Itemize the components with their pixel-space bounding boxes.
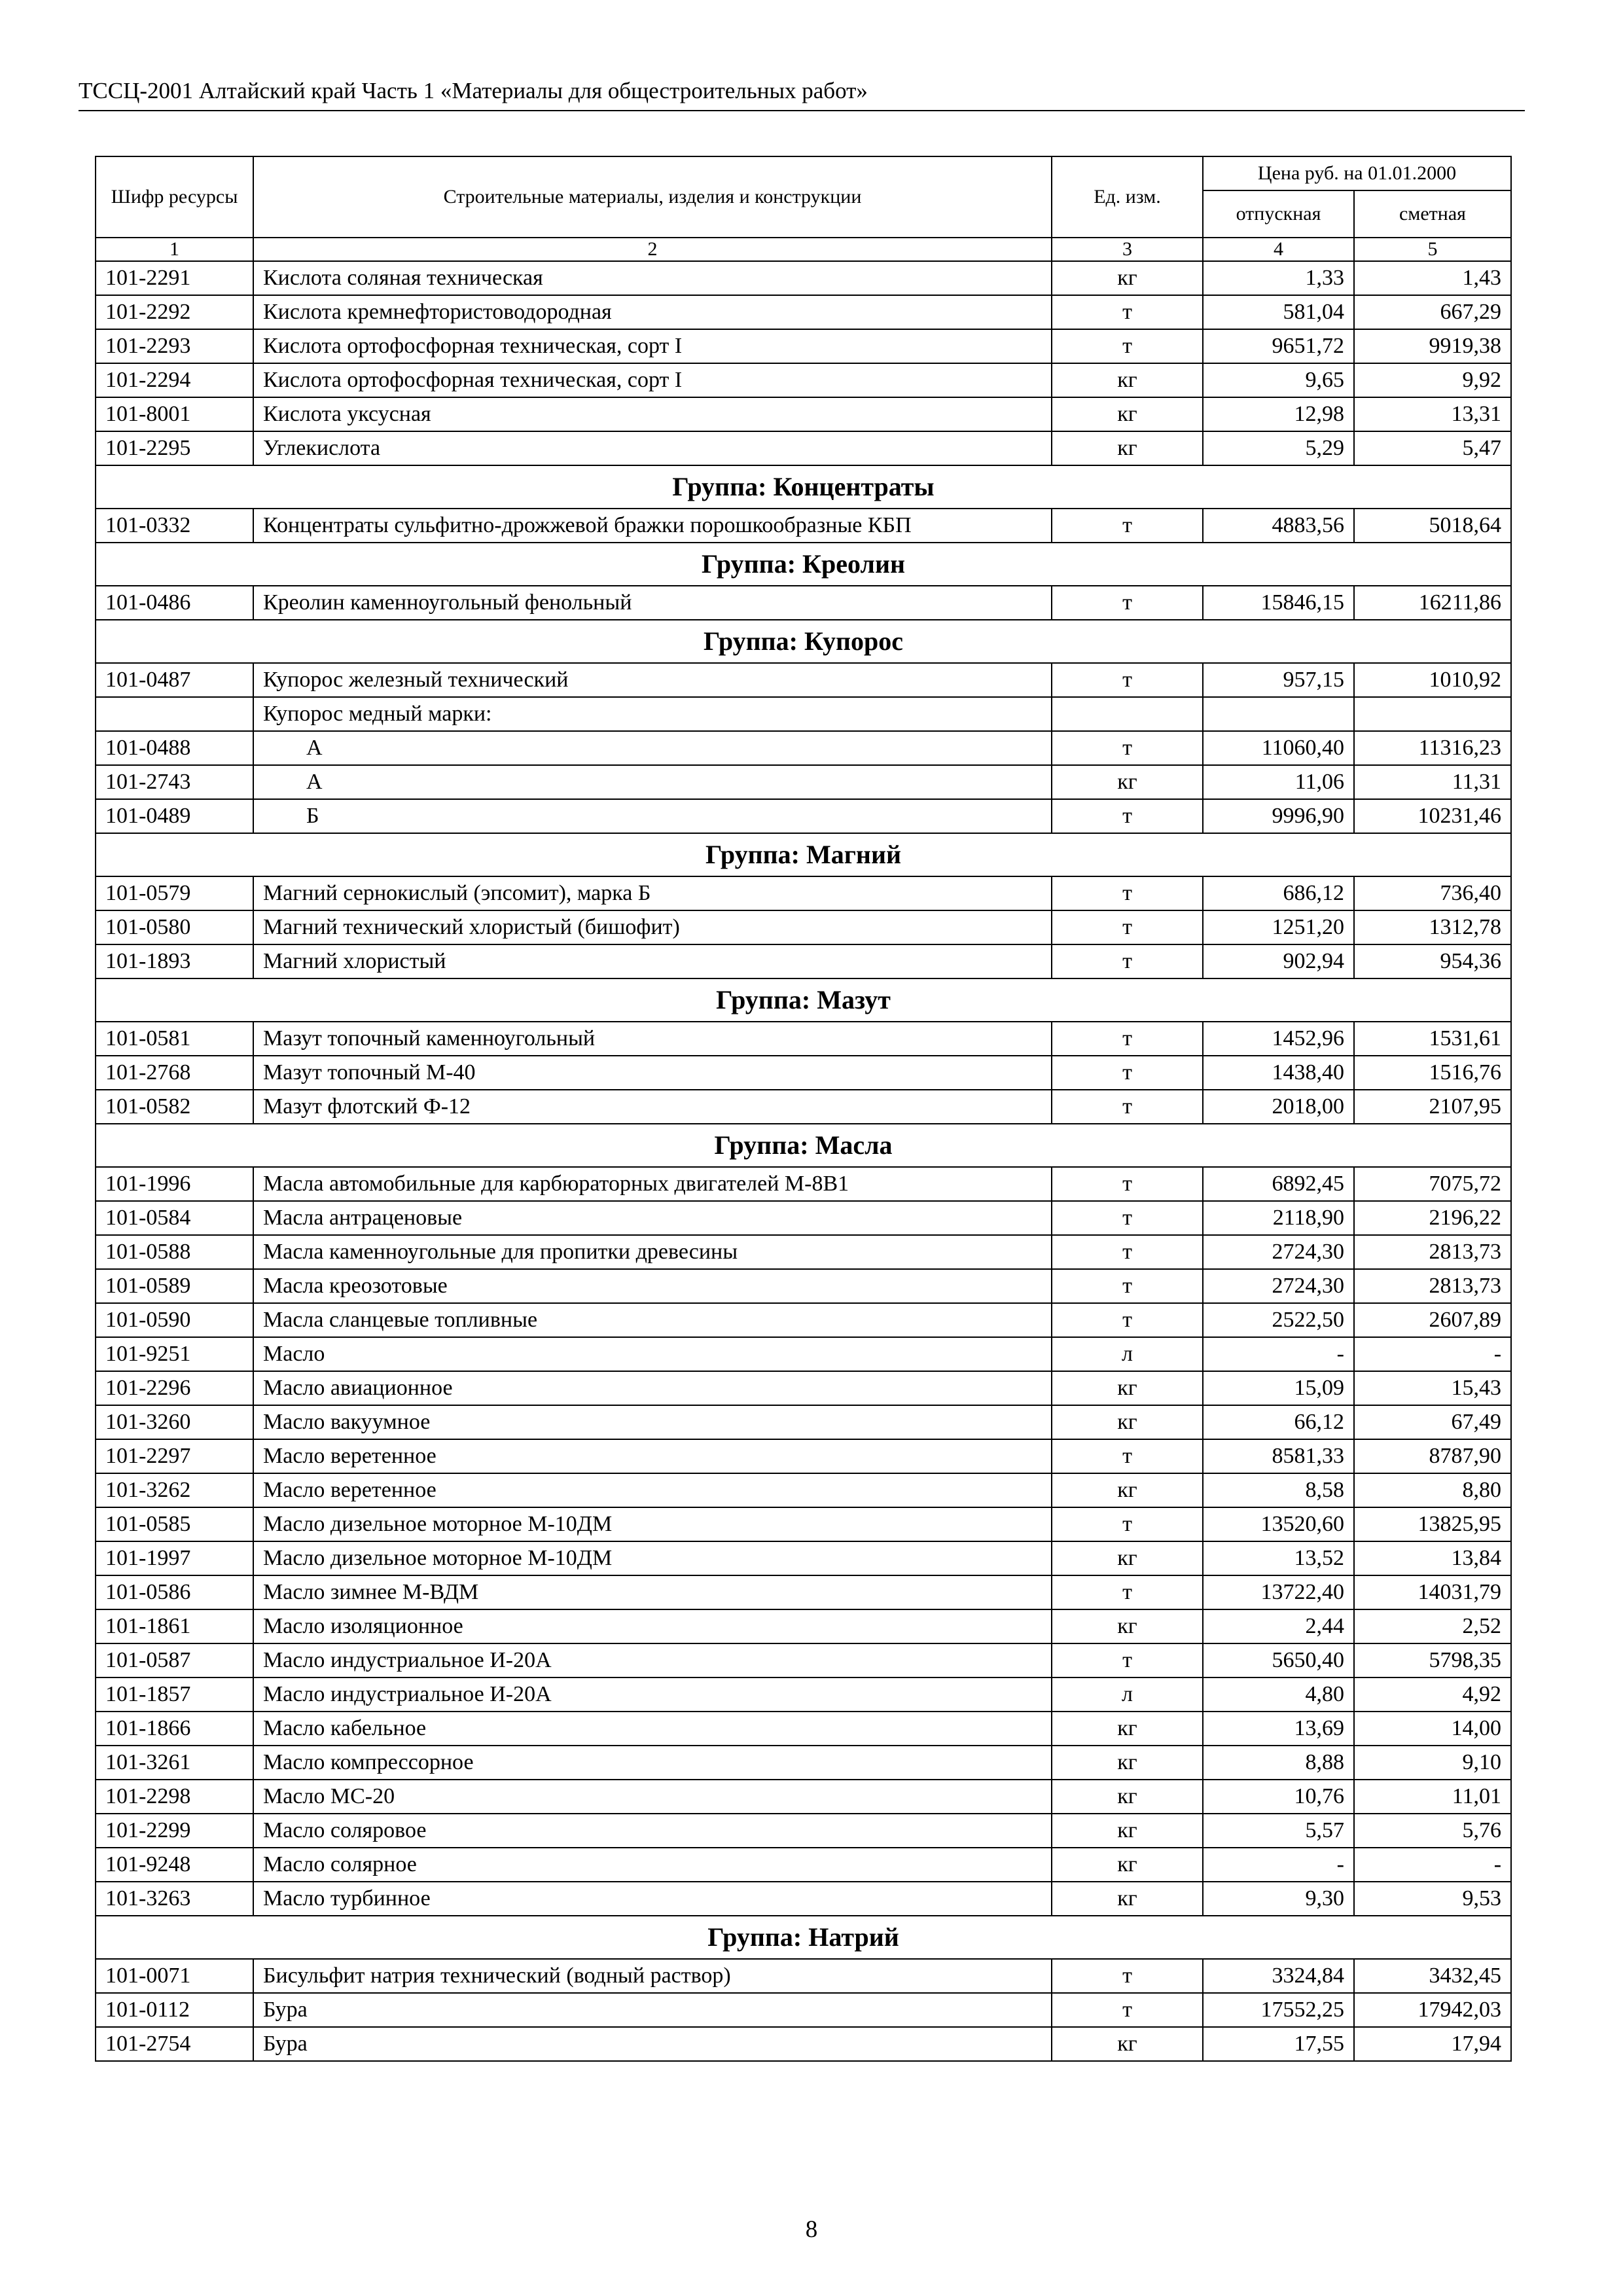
- code-cell: 101-0579: [96, 876, 253, 910]
- document-title: ТССЦ-2001 Алтайский край Часть 1 «Материалы для общестроительных работ»: [79, 78, 868, 103]
- price-release-cell: 5,29: [1203, 431, 1354, 465]
- column-header-code: Шифр ресурсы: [96, 156, 253, 238]
- group-title: Группа: Натрий: [96, 1916, 1511, 1959]
- name-cell: А: [253, 731, 1052, 765]
- price-estimate-cell: 13825,95: [1354, 1507, 1511, 1541]
- unit-cell: [1052, 697, 1203, 731]
- unit-cell: т: [1052, 799, 1203, 833]
- table-row: [96, 1780, 1511, 1814]
- price-release-cell: 10,76: [1203, 1780, 1354, 1814]
- code-cell: 101-3262: [96, 1473, 253, 1507]
- group-title: Группа: Купорос: [96, 620, 1511, 663]
- group-row: [96, 543, 1511, 586]
- price-release-cell: 4,80: [1203, 1677, 1354, 1712]
- name-cell: Магний технический хлористый (бишофит): [253, 910, 1052, 944]
- price-release-cell: 9651,72: [1203, 329, 1354, 363]
- price-estimate-cell: 15,43: [1354, 1371, 1511, 1405]
- unit-cell: т: [1052, 876, 1203, 910]
- unit-cell: т: [1052, 295, 1203, 329]
- code-cell: 101-1996: [96, 1167, 253, 1201]
- name-cell: Масла сланцевые топливные: [253, 1303, 1052, 1337]
- unit-cell: т: [1052, 1022, 1203, 1056]
- name-cell: Кислота уксусная: [253, 397, 1052, 431]
- unit-cell: т: [1052, 1993, 1203, 2027]
- table-row: [96, 1746, 1511, 1780]
- table-body: [96, 261, 1511, 2061]
- name-cell: Кислота ортофосфорная техническая, сорт I: [253, 329, 1052, 363]
- unit-cell: т: [1052, 910, 1203, 944]
- price-release-cell: 17,55: [1203, 2027, 1354, 2061]
- price-release-cell: 2,44: [1203, 1609, 1354, 1643]
- name-cell: Масла антраценовые: [253, 1201, 1052, 1235]
- table-row: [96, 944, 1511, 978]
- unit-cell: кг: [1052, 2027, 1203, 2061]
- price-release-cell: 2118,90: [1203, 1201, 1354, 1235]
- code-cell: 101-2768: [96, 1056, 253, 1090]
- code-cell: 101-0586: [96, 1575, 253, 1609]
- unit-cell: т: [1052, 944, 1203, 978]
- price-release-cell: 2522,50: [1203, 1303, 1354, 1337]
- code-cell: 101-1893: [96, 944, 253, 978]
- price-estimate-cell: 11316,23: [1354, 731, 1511, 765]
- table-row: [96, 363, 1511, 397]
- unit-cell: т: [1052, 509, 1203, 543]
- price-release-cell: 6892,45: [1203, 1167, 1354, 1201]
- code-cell: 101-9251: [96, 1337, 253, 1371]
- price-estimate-cell: 667,29: [1354, 295, 1511, 329]
- name-cell: Магний хлористый: [253, 944, 1052, 978]
- column-number: 2: [253, 238, 1052, 261]
- price-estimate-cell: 1010,92: [1354, 663, 1511, 697]
- price-release-cell: 17552,25: [1203, 1993, 1354, 2027]
- price-release-cell: 13520,60: [1203, 1507, 1354, 1541]
- code-cell: 101-0587: [96, 1643, 253, 1677]
- table-row: [96, 1541, 1511, 1575]
- price-estimate-cell: 14,00: [1354, 1712, 1511, 1746]
- code-cell: 101-3263: [96, 1882, 253, 1916]
- table-row: [96, 1439, 1511, 1473]
- unit-cell: кг: [1052, 1609, 1203, 1643]
- price-release-cell: 66,12: [1203, 1405, 1354, 1439]
- name-cell: Масло зимнее М-ВДМ: [253, 1575, 1052, 1609]
- price-release-cell: 8,88: [1203, 1746, 1354, 1780]
- price-release-cell: 957,15: [1203, 663, 1354, 697]
- unit-cell: т: [1052, 1303, 1203, 1337]
- price-release-cell: 11,06: [1203, 765, 1354, 799]
- table-row: [96, 1959, 1511, 1993]
- table-row: [96, 509, 1511, 543]
- group-title: Группа: Магний: [96, 833, 1511, 876]
- unit-cell: кг: [1052, 1541, 1203, 1575]
- unit-cell: л: [1052, 1677, 1203, 1712]
- code-cell: 101-1861: [96, 1609, 253, 1643]
- unit-cell: кг: [1052, 1746, 1203, 1780]
- unit-cell: кг: [1052, 1780, 1203, 1814]
- column-header-unit: Ед. изм.: [1052, 156, 1203, 238]
- unit-cell: т: [1052, 1201, 1203, 1235]
- code-cell: 101-0589: [96, 1269, 253, 1303]
- table-header: [96, 156, 1511, 261]
- group-row: [96, 465, 1511, 509]
- table-row: [96, 1167, 1511, 1201]
- price-release-cell: 5650,40: [1203, 1643, 1354, 1677]
- price-release-cell: 1438,40: [1203, 1056, 1354, 1090]
- unit-cell: т: [1052, 329, 1203, 363]
- price-estimate-cell: 10231,46: [1354, 799, 1511, 833]
- column-number: 5: [1354, 238, 1511, 261]
- name-cell: Креолин каменноугольный фенольный: [253, 586, 1052, 620]
- code-cell: 101-2294: [96, 363, 253, 397]
- price-estimate-cell: 736,40: [1354, 876, 1511, 910]
- code-cell: 101-2298: [96, 1780, 253, 1814]
- price-release-cell: 1,33: [1203, 261, 1354, 295]
- code-cell: 101-2754: [96, 2027, 253, 2061]
- table-row: [96, 1371, 1511, 1405]
- name-cell: Масло дизельное моторное М-10ДМ: [253, 1507, 1052, 1541]
- unit-cell: т: [1052, 663, 1203, 697]
- code-cell: 101-2296: [96, 1371, 253, 1405]
- name-cell: Кислота кремнефтористоводородная: [253, 295, 1052, 329]
- code-cell: 101-0489: [96, 799, 253, 833]
- table-row: [96, 1405, 1511, 1439]
- unit-cell: кг: [1052, 1712, 1203, 1746]
- table-row: [96, 295, 1511, 329]
- price-estimate-cell: 5,47: [1354, 431, 1511, 465]
- price-estimate-cell: 16211,86: [1354, 586, 1511, 620]
- price-estimate-cell: 2,52: [1354, 1609, 1511, 1643]
- table-row: [96, 1677, 1511, 1712]
- table-row: [96, 1056, 1511, 1090]
- unit-cell: т: [1052, 1439, 1203, 1473]
- table-row: [96, 2027, 1511, 2061]
- name-cell: Масло турбинное: [253, 1882, 1052, 1916]
- column-header-price-release: отпускная: [1203, 190, 1354, 238]
- name-cell: Масло кабельное: [253, 1712, 1052, 1746]
- code-cell: 101-0585: [96, 1507, 253, 1541]
- table-row: [96, 1473, 1511, 1507]
- price-release-cell: 13722,40: [1203, 1575, 1354, 1609]
- group-row: [96, 620, 1511, 663]
- name-cell: Концентраты сульфитно-дрожжевой бражки порошкообразные КБП: [253, 509, 1052, 543]
- price-estimate-cell: 9919,38: [1354, 329, 1511, 363]
- name-cell: Масло компрессорное: [253, 1746, 1052, 1780]
- name-cell: Масло: [253, 1337, 1052, 1371]
- column-number: 4: [1203, 238, 1354, 261]
- unit-cell: кг: [1052, 1405, 1203, 1439]
- price-estimate-cell: 5798,35: [1354, 1643, 1511, 1677]
- price-estimate-cell: 2813,73: [1354, 1269, 1511, 1303]
- code-cell: 101-0580: [96, 910, 253, 944]
- unit-cell: кг: [1052, 1473, 1203, 1507]
- name-cell: Кислота соляная техническая: [253, 261, 1052, 295]
- unit-cell: кг: [1052, 765, 1203, 799]
- price-release-cell: 2724,30: [1203, 1269, 1354, 1303]
- name-cell: Масла креозотовые: [253, 1269, 1052, 1303]
- price-release-cell: 4883,56: [1203, 509, 1354, 543]
- unit-cell: т: [1052, 1269, 1203, 1303]
- price-release-cell: 9,65: [1203, 363, 1354, 397]
- group-row: [96, 1124, 1511, 1167]
- name-cell: Масло веретенное: [253, 1439, 1052, 1473]
- table-row: [96, 1609, 1511, 1643]
- table-row: [96, 586, 1511, 620]
- table-row: [96, 1090, 1511, 1124]
- code-cell: 101-1866: [96, 1712, 253, 1746]
- table-row: [96, 1507, 1511, 1541]
- code-cell: 101-9248: [96, 1848, 253, 1882]
- price-release-cell: 9,30: [1203, 1882, 1354, 1916]
- table-row: [96, 329, 1511, 363]
- unit-cell: кг: [1052, 1814, 1203, 1848]
- name-cell: Масло изоляционное: [253, 1609, 1052, 1643]
- price-release-cell: -: [1203, 1337, 1354, 1371]
- name-cell: Масло авиационное: [253, 1371, 1052, 1405]
- price-estimate-cell: 1531,61: [1354, 1022, 1511, 1056]
- table-row: [96, 1643, 1511, 1677]
- table-row: [96, 663, 1511, 697]
- table-row: [96, 697, 1511, 731]
- price-estimate-cell: 9,10: [1354, 1746, 1511, 1780]
- price-estimate-cell: 11,01: [1354, 1780, 1511, 1814]
- price-estimate-cell: 1,43: [1354, 261, 1511, 295]
- price-estimate-cell: 3432,45: [1354, 1959, 1511, 1993]
- unit-cell: т: [1052, 1167, 1203, 1201]
- price-release-cell: 15846,15: [1203, 586, 1354, 620]
- price-estimate-cell: 5018,64: [1354, 509, 1511, 543]
- name-cell: Углекислота: [253, 431, 1052, 465]
- document-header: [79, 72, 1525, 111]
- table-row: [96, 910, 1511, 944]
- name-cell: Бура: [253, 2027, 1052, 2061]
- price-estimate-cell: 14031,79: [1354, 1575, 1511, 1609]
- price-release-cell: 13,52: [1203, 1541, 1354, 1575]
- name-cell: Масло МС-20: [253, 1780, 1052, 1814]
- price-estimate-cell: 13,84: [1354, 1541, 1511, 1575]
- name-cell: Масла каменноугольные для пропитки древесины: [253, 1235, 1052, 1269]
- unit-cell: кг: [1052, 1371, 1203, 1405]
- price-estimate-cell: 5,76: [1354, 1814, 1511, 1848]
- unit-cell: т: [1052, 1056, 1203, 1090]
- price-estimate-cell: 9,53: [1354, 1882, 1511, 1916]
- price-release-cell: 2018,00: [1203, 1090, 1354, 1124]
- table-row: [96, 261, 1511, 295]
- unit-cell: т: [1052, 1235, 1203, 1269]
- name-cell: Купорос медный марки:: [253, 697, 1052, 731]
- code-cell: 101-0581: [96, 1022, 253, 1056]
- column-header-price-estimate: сметная: [1354, 190, 1511, 238]
- column-header-name: Строительные материалы, изделия и конструкции: [253, 156, 1052, 238]
- price-estimate-cell: [1354, 697, 1511, 731]
- unit-cell: кг: [1052, 1848, 1203, 1882]
- code-cell: 101-0588: [96, 1235, 253, 1269]
- code-cell: 101-1997: [96, 1541, 253, 1575]
- group-title: Группа: Концентраты: [96, 465, 1511, 509]
- table-row: [96, 431, 1511, 465]
- price-estimate-cell: 2813,73: [1354, 1235, 1511, 1269]
- name-cell: Б: [253, 799, 1052, 833]
- table-row: [96, 1575, 1511, 1609]
- price-release-cell: 2724,30: [1203, 1235, 1354, 1269]
- name-cell: Бисульфит натрия технический (водный раствор): [253, 1959, 1052, 1993]
- price-release-cell: 1452,96: [1203, 1022, 1354, 1056]
- group-title: Группа: Масла: [96, 1124, 1511, 1167]
- price-release-cell: 9996,90: [1203, 799, 1354, 833]
- table-row: [96, 731, 1511, 765]
- price-estimate-cell: -: [1354, 1848, 1511, 1882]
- code-cell: 101-2291: [96, 261, 253, 295]
- price-estimate-cell: 2107,95: [1354, 1090, 1511, 1124]
- table-row: [96, 1303, 1511, 1337]
- name-cell: Масло индустриальное И-20А: [253, 1677, 1052, 1712]
- table-row: [96, 799, 1511, 833]
- table-row: [96, 876, 1511, 910]
- name-cell: Кислота ортофосфорная техническая, сорт I: [253, 363, 1052, 397]
- group-row: [96, 1916, 1511, 1959]
- price-release-cell: [1203, 697, 1354, 731]
- name-cell: Масло солярное: [253, 1848, 1052, 1882]
- table-row: [96, 397, 1511, 431]
- table-row: [96, 1814, 1511, 1848]
- name-cell: Мазут флотский Ф-12: [253, 1090, 1052, 1124]
- unit-cell: кг: [1052, 397, 1203, 431]
- price-estimate-cell: 954,36: [1354, 944, 1511, 978]
- unit-cell: кг: [1052, 1882, 1203, 1916]
- name-cell: Масло вакуумное: [253, 1405, 1052, 1439]
- code-cell: 101-0487: [96, 663, 253, 697]
- name-cell: Бура: [253, 1993, 1052, 2027]
- code-cell: [96, 697, 253, 731]
- price-estimate-cell: 8787,90: [1354, 1439, 1511, 1473]
- price-release-cell: 8,58: [1203, 1473, 1354, 1507]
- name-cell: А: [253, 765, 1052, 799]
- code-cell: 101-8001: [96, 397, 253, 431]
- code-cell: 101-2299: [96, 1814, 253, 1848]
- price-estimate-cell: 2607,89: [1354, 1303, 1511, 1337]
- price-estimate-cell: 67,49: [1354, 1405, 1511, 1439]
- price-estimate-cell: 4,92: [1354, 1677, 1511, 1712]
- name-cell: Мазут топочный М-40: [253, 1056, 1052, 1090]
- unit-cell: т: [1052, 1090, 1203, 1124]
- code-cell: 101-0486: [96, 586, 253, 620]
- code-cell: 101-0488: [96, 731, 253, 765]
- name-cell: Масло индустриальное И-20А: [253, 1643, 1052, 1677]
- table-row: [96, 1201, 1511, 1235]
- price-release-cell: 11060,40: [1203, 731, 1354, 765]
- table-row: [96, 1882, 1511, 1916]
- code-cell: 101-3261: [96, 1746, 253, 1780]
- unit-cell: т: [1052, 1959, 1203, 1993]
- price-release-cell: 12,98: [1203, 397, 1354, 431]
- column-number-row: [96, 238, 1511, 261]
- price-estimate-cell: 7075,72: [1354, 1167, 1511, 1201]
- unit-cell: т: [1052, 1643, 1203, 1677]
- table-row: [96, 1022, 1511, 1056]
- price-estimate-cell: -: [1354, 1337, 1511, 1371]
- column-number: 1: [96, 238, 253, 261]
- code-cell: 101-0112: [96, 1993, 253, 2027]
- code-cell: 101-2292: [96, 295, 253, 329]
- price-estimate-cell: 9,92: [1354, 363, 1511, 397]
- code-cell: 101-0332: [96, 509, 253, 543]
- code-cell: 101-2295: [96, 431, 253, 465]
- price-estimate-cell: 1312,78: [1354, 910, 1511, 944]
- table-row: [96, 1235, 1511, 1269]
- column-header-price-group: Цена руб. на 01.01.2000: [1203, 156, 1511, 190]
- column-number: 3: [1052, 238, 1203, 261]
- name-cell: Масло дизельное моторное М-10ДМ: [253, 1541, 1052, 1575]
- unit-cell: кг: [1052, 261, 1203, 295]
- group-row: [96, 833, 1511, 876]
- name-cell: Масло веретенное: [253, 1473, 1052, 1507]
- price-release-cell: 13,69: [1203, 1712, 1354, 1746]
- page-number: 8: [805, 2216, 818, 2243]
- name-cell: Масло соляровое: [253, 1814, 1052, 1848]
- price-release-cell: 5,57: [1203, 1814, 1354, 1848]
- code-cell: 101-0071: [96, 1959, 253, 1993]
- code-cell: 101-3260: [96, 1405, 253, 1439]
- price-estimate-cell: 1516,76: [1354, 1056, 1511, 1090]
- price-release-cell: 1251,20: [1203, 910, 1354, 944]
- code-cell: 101-0582: [96, 1090, 253, 1124]
- price-table: [95, 156, 1512, 2062]
- table-row: [96, 1269, 1511, 1303]
- price-release-cell: -: [1203, 1848, 1354, 1882]
- price-estimate-cell: 17,94: [1354, 2027, 1511, 2061]
- code-cell: 101-2743: [96, 765, 253, 799]
- unit-cell: т: [1052, 1575, 1203, 1609]
- price-estimate-cell: 17942,03: [1354, 1993, 1511, 2027]
- price-estimate-cell: 13,31: [1354, 397, 1511, 431]
- price-release-cell: 902,94: [1203, 944, 1354, 978]
- code-cell: 101-0584: [96, 1201, 253, 1235]
- code-cell: 101-2297: [96, 1439, 253, 1473]
- table-row: [96, 765, 1511, 799]
- code-cell: 101-0590: [96, 1303, 253, 1337]
- price-release-cell: 581,04: [1203, 295, 1354, 329]
- price-release-cell: 686,12: [1203, 876, 1354, 910]
- code-cell: 101-2293: [96, 329, 253, 363]
- name-cell: Мазут топочный каменноугольный: [253, 1022, 1052, 1056]
- table-row: [96, 1712, 1511, 1746]
- group-title: Группа: Мазут: [96, 978, 1511, 1022]
- price-release-cell: 8581,33: [1203, 1439, 1354, 1473]
- group-title: Группа: Креолин: [96, 543, 1511, 586]
- table-row: [96, 1337, 1511, 1371]
- code-cell: 101-1857: [96, 1677, 253, 1712]
- group-row: [96, 978, 1511, 1022]
- unit-cell: т: [1052, 731, 1203, 765]
- price-release-cell: 3324,84: [1203, 1959, 1354, 1993]
- price-estimate-cell: 8,80: [1354, 1473, 1511, 1507]
- name-cell: Купорос железный технический: [253, 663, 1052, 697]
- name-cell: Масла автомобильные для карбюраторных двигателей М-8В1: [253, 1167, 1052, 1201]
- table-row: [96, 1848, 1511, 1882]
- table-row: [96, 1993, 1511, 2027]
- unit-cell: л: [1052, 1337, 1203, 1371]
- price-estimate-cell: 2196,22: [1354, 1201, 1511, 1235]
- unit-cell: т: [1052, 586, 1203, 620]
- name-cell: Магний сернокислый (эпсомит), марка Б: [253, 876, 1052, 910]
- unit-cell: т: [1052, 1507, 1203, 1541]
- price-estimate-cell: 11,31: [1354, 765, 1511, 799]
- unit-cell: кг: [1052, 363, 1203, 397]
- unit-cell: кг: [1052, 431, 1203, 465]
- price-release-cell: 15,09: [1203, 1371, 1354, 1405]
